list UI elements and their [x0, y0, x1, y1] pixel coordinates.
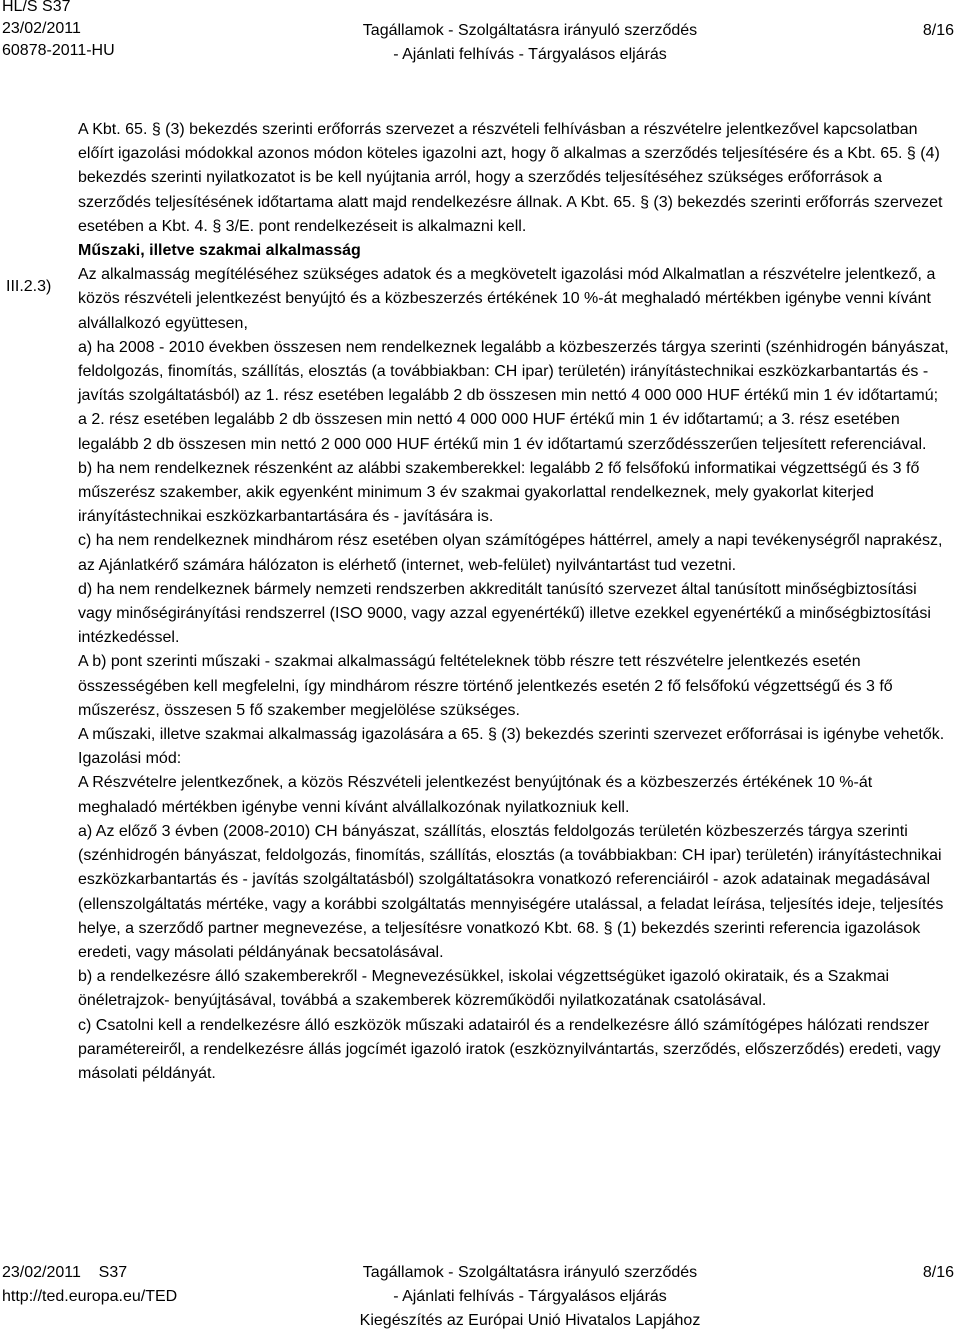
paragraph: A műszaki, illetve szakmai alkalmasság igazolására a 65. § (3) bekezdés szerinti szervezet erőforrásai is igénybe vehetők. — [78, 726, 945, 744]
header-notice-id: 60878-2011-HU — [2, 42, 115, 59]
paragraph: a) ha 2008 - 2010 években összesen nem rendelkeznek legalább a közbeszerzés tárgya szerinti (szénhidrogén bányászat, feldolgozás, finomítás, szállítás, elosztás (a továbbiakban: CH ipar) területén) irányítástechnikai eszközkarbantartás és - javítás szolgáltatásból) az 1. rész esetében legalább 2 db összesen min nettó 4 000 000 HUF értékű min 1 év időtartamú; a 2. rész esetében legalább 2 db összesen min nettó 4 000 000 HUF értékű min 1 év időtartamú; a 3. rész esetében legalább 2 db összesen min nettó 2 000 000 HUF értékű min 1 év időtartamú szerződésszerűen teljesített referenciával. — [78, 338, 949, 453]
footer-supplement: Kiegészítés az Európai Unió Hivatalos Lapjához — [359, 1312, 701, 1329]
header-center — [310, 20, 750, 68]
section-reference: III.2.3) — [6, 278, 52, 295]
paragraph: Igazolási mód: — [78, 750, 182, 768]
section-title: Műszaki, illetve szakmai alkalmasság — [78, 242, 361, 260]
intro-paragraph: A Kbt. 65. § (3) bekezdés szerinti erőforrás szervezet a részvételi felhívásban a részvételre jelentkezővel kapcsolatban előírt igazolási módokkal azonos módon köteles igazolni azt, hogy õ alkalmas a szerződés teljesítésére és a Kbt. 65. § (4) bekezdés szerinti nyilatkozatot is be kell nyújtania arról, hogy a szerződés teljesítéséhez szükséges erőforrások a szerződés teljesítésének időtartama alatt majd rendelkezésre állnak. A Kbt. 65. § (3) bekezdés szerinti erőforrás szervezet esetében a Kbt. 4. § 3/E. pont rendelkezéseit is alkalmazni kell. — [78, 121, 943, 235]
paragraph: a) Az előző 3 évben (2008-2010) CH bányászat, szállítás, elosztás feldolgozás területén közbeszerzés tárgya szerinti (szénhidrogén bányászat, feldolgozás, finomítás, szállítás, elosztás (a továbbiakban: CH ipar) területén) irányítástechnikai eszközkarbantartás és - javítás szolgáltatásból) szolgáltatásokra vonatkozó referenciáiról - azok adatainak megadásával (ellenszolgáltatás mértéke, vagy a korábbi szolgáltatás mennyiségére utalással, a feladat leírása, teljesítés ideje, teljesítés helye, a szerződő partner megnevezése, a teljesítésre vonatkozó Kbt. 68. § (1) bekezdés szerinti referencia igazolások eredeti, vagy másolati példányának becsatolásával. — [78, 822, 944, 961]
document-body — [78, 118, 950, 1086]
footer-center — [310, 1261, 750, 1333]
footer-url[interactable]: http://ted.europa.eu/TED — [2, 1288, 178, 1305]
paragraph: d) ha nem rendelkeznek bármely nemzeti rendszerben akkreditált tanúsító szervezet által tanúsított minőségbiztosítási vagy minőségirányítási rendszerrel (ISO 9000, vagy azzal egyenértékű) illetve ezekkel egyenértékű a minőségbiztosítási intézkedéssel. — [78, 580, 931, 647]
paragraph: b) a rendelkezésre álló szakemberekről - Megnevezésükkel, iskolai végzettségüket igazoló okirataik, és a Szakmai önéletrajzok- benyújtásával, továbbá a szakemberek közreműködői nyilatkozatának csatolásával. — [78, 968, 890, 1010]
paragraph: c) ha nem rendelkeznek mindhárom rész esetében olyan számítógépes háttérrel, amely a napi tevékenységről naprakész, az Ajánlatkérő számára hálózaton is elérhető (internet, web-felület) nyilvántartást tud vezetni. — [78, 532, 943, 574]
paragraph: A Részvételre jelentkezőnek, a közös Részvételi jelentkezést benyújtónak és a közbeszerzés értékének 10 %-át meghaladó mértékben igénybe venni kívánt alvállalkozónak nyilatkozniuk kell. — [78, 774, 873, 816]
paragraph: b) ha nem rendelkeznek részenként az alábbi szakemberekkel: legalább 2 fő felsőfokú informatikai végzettségű és 3 fő műszerész szakember, akik egyenként minimum 3 év szakmai gyakorlattal rendelkeznek, mely gyakorlat kiterjed irányítástechnikai eszközkarbantartására és - javítására is. — [78, 459, 920, 526]
footer-date: 23/02/2011 — [2, 1264, 81, 1281]
footer-date-line — [2, 1261, 177, 1285]
header-page-number: 8/16 — [922, 22, 954, 39]
footer-left — [2, 1261, 177, 1309]
header-subtitle: - Ajánlati felhívás - Tárgyalásos eljárás — [393, 46, 667, 63]
paragraph: A b) pont szerinti műszaki - szakmai alkalmasságú feltételeknek több részre tett részvételre jelentkezés esetén összességében kell megfelelni, így mindhárom részre történő jelentkezés esetén 2 fő felsőfokú végzettségű és 3 fő műszerész, összesen 5 fő szakember megjelölése szükséges. — [78, 653, 893, 719]
header-title: Tagállamok - Szolgáltatásra irányuló szerződés — [362, 22, 698, 39]
footer-title: Tagállamok - Szolgáltatásra irányuló szerződés — [362, 1264, 698, 1281]
paragraph: c) Csatolni kell a rendelkezésre álló eszközök műszaki adatairól és a rendelkezésre álló számítógépes hálózati rendszer paramétereiről, a rendelkezésre állás jogcímét igazoló iratok (eszköznyilvántartás, szerződés, előszerződés) eredeti, vagy másolati példányát. — [78, 1016, 941, 1082]
paragraph: Az alkalmasság megítéléséhez szükséges adatok és a megkövetelt igazolási mód Alkalmatlan a részvételre jelentkező, a közös részvételi jelentkezést benyújtó és a közbeszerzés értékének 10 %-át meghaladó mértékben igénybe venni kívánt alvállalkozó együttesen, — [78, 266, 936, 332]
header-publication: HL/S S37 — [2, 0, 71, 15]
footer-page-number: 8/16 — [922, 1264, 954, 1281]
footer-series: S37 — [98, 1264, 128, 1281]
header-left — [2, 0, 115, 62]
header-date: 23/02/2011 — [2, 20, 81, 37]
footer-subtitle: - Ajánlati felhívás - Tárgyalásos eljárás — [393, 1288, 667, 1305]
